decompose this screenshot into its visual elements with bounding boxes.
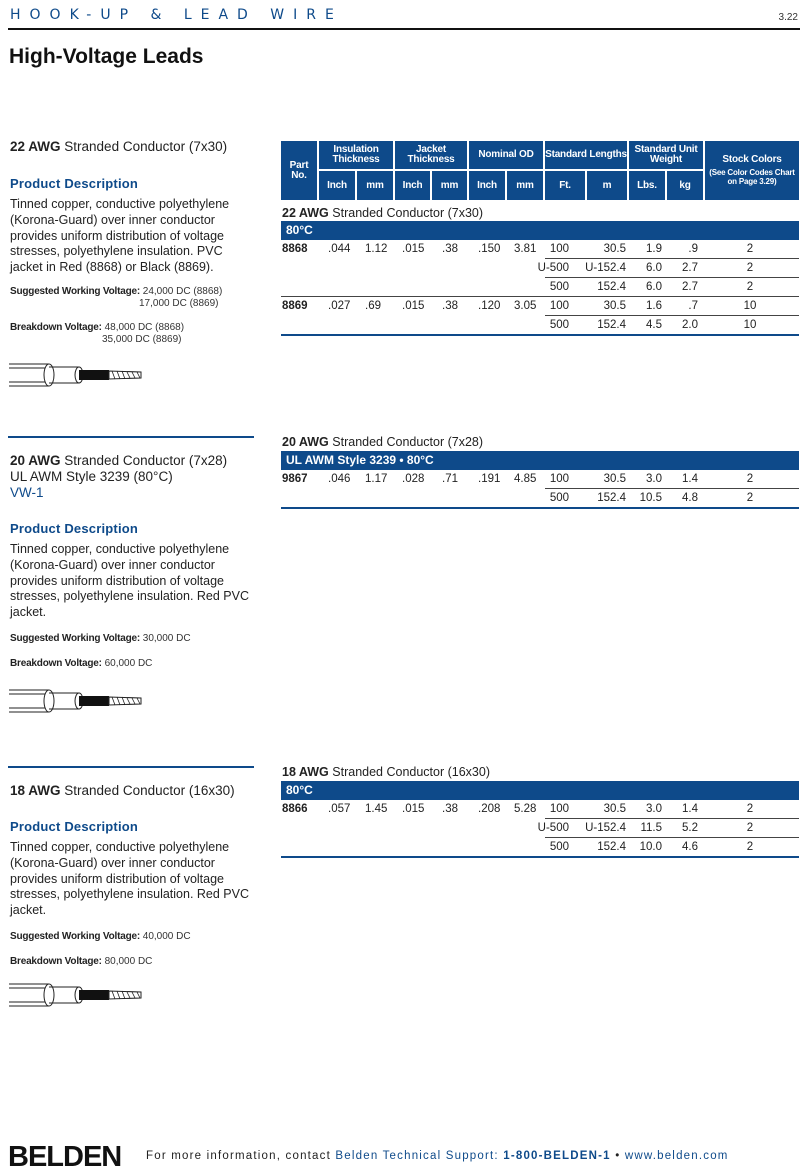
cell-od-in: .120 [478,300,501,312]
cell-m: 30.5 [603,243,626,255]
product-description: Tinned copper, conductive polyethylene (Korona-Guard) over inner conductor provides uniform distribution of voltage stresses, polyethylene insulation. Red PVC jacket. [10,542,250,620]
conductor-spec: Stranded Conductor (16x30) [64,783,235,798]
cell-m: U-152.4 [585,822,626,834]
group-label-18awg [282,765,490,779]
th-stock-colors [705,141,799,200]
product-description-heading: Product Description [10,176,139,191]
cell-lbs: 10.5 [639,492,662,504]
table-row [281,278,799,297]
cell-ft: 500 [549,319,569,331]
cell-colors: 10 [743,300,757,312]
cell-kg: 2.7 [682,262,698,274]
cell-lbs: 1.6 [646,300,662,312]
cell-lbs: 4.5 [646,319,662,331]
th-stock-colors-note: (See Color Codes Chart on Page 3.29) [709,168,795,186]
cell-ins-mm: 1.17 [365,473,388,485]
bv-value: 48,000 DC (8868) [104,321,185,333]
belden-logo: BELDEN [8,1141,122,1173]
cell-colors: 2 [746,281,754,293]
cell-ft: 100 [549,473,569,485]
cell-ins-mm: .69 [365,300,381,312]
cell-colors: 2 [746,492,754,504]
swv-value: 40,000 DC [142,930,191,942]
cell-jk-mm: .38 [442,803,458,815]
table-row [281,297,799,316]
cell-od-in: .150 [478,243,501,255]
cell-ins-in: .046 [328,473,351,485]
cell-colors: 2 [746,822,754,834]
th-od-inch: Inch [469,171,505,200]
group-awg: 22 AWG [282,206,329,220]
cell-ins-in: .057 [328,803,351,815]
cell-lbs: 6.0 [646,262,662,274]
cell-lbs: 1.9 [646,243,662,255]
swv-value: 24,000 DC (8868) [142,285,223,297]
temp-band: UL AWM Style 3239 • 80°C [281,451,799,470]
group-label-22awg [282,206,483,220]
table-row [281,240,799,259]
cell-ft: U-500 [537,822,569,834]
suggested-working-voltage [10,633,255,645]
section-header-title: HOOK-UP & LEAD WIRE [10,7,343,23]
th-ins-mm: mm [357,171,393,200]
cell-m: 30.5 [603,300,626,312]
cell-ins-in: .044 [328,243,351,255]
th-insulation-thickness: Insulation Thickness [319,141,393,169]
awg-size: 20 AWG [10,453,61,468]
group-awg: 20 AWG [282,435,329,449]
cell-kg: 2.0 [682,319,698,331]
bv-label: Breakdown Voltage: [10,657,102,669]
cell-lbs: 6.0 [646,281,662,293]
cell-jk-mm: .38 [442,300,458,312]
group-awg: 18 AWG [282,765,329,779]
group-conductor: Stranded Conductor (16x30) [332,765,490,779]
section-divider [8,766,254,768]
spec-table-header [281,141,799,200]
cell-od-mm: 5.28 [514,803,537,815]
swv-value-2: 17,000 DC (8869) [139,297,219,309]
cell-pn: 9867 [282,473,308,485]
th-ft: Ft. [545,171,585,200]
cell-colors: 2 [746,243,754,255]
breakdown-voltage [10,658,255,670]
cell-m: 30.5 [603,473,626,485]
row-separator [281,296,799,297]
row-separator [545,818,799,819]
cell-lbs: 10.0 [639,841,662,853]
cell-colors: 2 [746,262,754,274]
cell-jk-in: .015 [402,803,425,815]
th-lbs: Lbs. [629,171,665,200]
awg-heading [10,783,255,799]
table-row [281,470,799,489]
cell-od-in: .191 [478,473,501,485]
page-title: High-Voltage Leads [9,45,204,68]
cell-colors: 2 [746,841,754,853]
row-separator [545,258,799,259]
cell-pn: 8866 [282,803,308,815]
cell-colors: 2 [746,803,754,815]
table-row [281,800,799,819]
product-18awg-info [10,783,255,968]
header-rule [8,28,800,30]
wire-cross-section-icon [9,686,144,716]
th-jk-mm: mm [432,171,467,200]
cell-kg: 5.2 [682,822,698,834]
table-row [281,316,799,335]
cell-ft: 100 [549,243,569,255]
cell-jk-in: .015 [402,243,425,255]
table-row [281,838,799,857]
th-kg: kg [667,171,703,200]
cell-m: 152.4 [597,319,626,331]
th-jk-inch: Inch [395,171,430,200]
swv-value: 30,000 DC [142,632,191,644]
cell-jk-in: .015 [402,300,425,312]
footer-contact [146,1150,729,1162]
cell-kg: 4.6 [682,841,698,853]
footer-support: Belden Technical Support: [335,1150,499,1162]
th-part-no: Part No. [281,141,317,200]
table-row [281,819,799,838]
cell-kg: 1.4 [682,803,698,815]
cell-lbs: 11.5 [640,822,662,834]
cell-ins-mm: 1.45 [365,803,388,815]
cell-lbs: 3.0 [646,803,662,815]
page-number: 3.22 [778,12,798,23]
row-separator [545,315,799,316]
cell-kg: 4.8 [682,492,698,504]
product-description: Tinned copper, conductive polyethylene (Korona-Guard) over inner conductor provides uniform distribution of voltage stresses, polyethylene insulation. PVC jacket in Red (8868) or Black (8869). [10,197,230,275]
th-ins-inch: Inch [319,171,355,200]
cell-ins-in: .027 [328,300,351,312]
cell-lbs: 3.0 [646,473,662,485]
breakdown-voltage [10,956,255,968]
row-separator [545,837,799,838]
product-description-heading: Product Description [10,521,139,536]
cell-colors: 10 [743,319,757,331]
th-jacket-thickness: Jacket Thickness [395,141,467,169]
footer-bullet: • [615,1150,621,1162]
cell-ft: U-500 [537,262,569,274]
cell-od-mm: 3.81 [514,243,537,255]
footer-phone[interactable]: 1-800-BELDEN-1 [503,1150,611,1162]
section-divider [8,436,254,438]
cell-m: 30.5 [603,803,626,815]
temp-band: 80°C [281,221,799,240]
cell-colors: 2 [746,473,754,485]
table-bottom-rule [281,334,799,336]
cell-jk-in: .028 [402,473,425,485]
product-20awg-info [10,453,255,670]
vw-rating: VW-1 [10,485,44,500]
suggested-working-voltage [10,286,255,310]
awg-size: 18 AWG [10,783,61,798]
suggested-working-voltage [10,931,255,943]
conductor-spec: Stranded Conductor (7x30) [64,139,228,154]
swv-label: Suggested Working Voltage: [10,930,140,942]
cell-jk-mm: .71 [442,473,458,485]
group-conductor: Stranded Conductor (7x30) [332,206,484,220]
th-od-mm: mm [507,171,543,200]
cell-jk-mm: .38 [442,243,458,255]
table-row [281,259,799,278]
cell-m: 152.4 [597,281,626,293]
swv-label: Suggested Working Voltage: [10,285,140,297]
row-separator [545,488,799,489]
cell-kg: 1.4 [682,473,698,485]
cell-m: 152.4 [597,841,626,853]
bv-value: 60,000 DC [104,657,153,669]
breakdown-voltage [10,322,255,346]
swv-label: Suggested Working Voltage: [10,632,140,644]
awg-size: 22 AWG [10,139,61,154]
table-bottom-rule [281,856,799,858]
awg-heading [10,453,255,469]
table-row [281,489,799,508]
bv-label: Breakdown Voltage: [10,321,102,333]
cell-od-mm: 4.85 [514,473,537,485]
th-standard-lengths: Standard Lengths [545,141,627,169]
bv-value: 80,000 DC [104,955,153,967]
cell-ft: 500 [549,841,569,853]
cell-kg: .7 [688,300,698,312]
cell-kg: 2.7 [682,281,698,293]
cell-od-in: .208 [478,803,501,815]
cell-pn: 8869 [282,300,308,312]
group-conductor: Stranded Conductor (7x28) [332,435,484,449]
awg-heading [10,139,255,155]
conductor-spec: Stranded Conductor (7x28) [64,453,228,468]
cell-ft: 100 [549,300,569,312]
th-nominal-od: Nominal OD [469,141,543,169]
cell-ft: 500 [549,492,569,504]
cell-od-mm: 3.05 [514,300,537,312]
cell-kg: .9 [688,243,698,255]
table-bottom-rule [281,507,799,509]
footer-prefix: For more information, contact [146,1150,331,1162]
wire-cross-section-icon [9,980,144,1010]
th-m: m [587,171,627,200]
bv-value-2: 35,000 DC (8869) [102,333,182,345]
temp-band: 80°C [281,781,799,800]
cell-m: 152.4 [597,492,626,504]
th-standard-unit-weight: Standard Unit Weight [629,141,703,169]
group-label-20awg [282,435,483,449]
th-stock-colors-label: Stock Colors [722,154,782,165]
cell-ft: 500 [549,281,569,293]
cell-pn: 8868 [282,243,308,255]
cell-m: U-152.4 [585,262,626,274]
product-description: Tinned copper, conductive polyethylene (Korona-Guard) over inner conductor provides uniform distribution of voltage stresses, polyethylene insulation. Red PVC jacket. [10,840,250,918]
cell-ins-mm: 1.12 [365,243,388,255]
footer-website[interactable]: www.belden.com [624,1150,729,1162]
row-separator [545,277,799,278]
cell-ft: 100 [549,803,569,815]
product-22awg-info [10,139,255,346]
wire-cross-section-icon [9,360,144,390]
product-description-heading: Product Description [10,819,139,834]
ul-style: UL AWM Style 3239 (80°C) [10,469,173,484]
bv-label: Breakdown Voltage: [10,955,102,967]
